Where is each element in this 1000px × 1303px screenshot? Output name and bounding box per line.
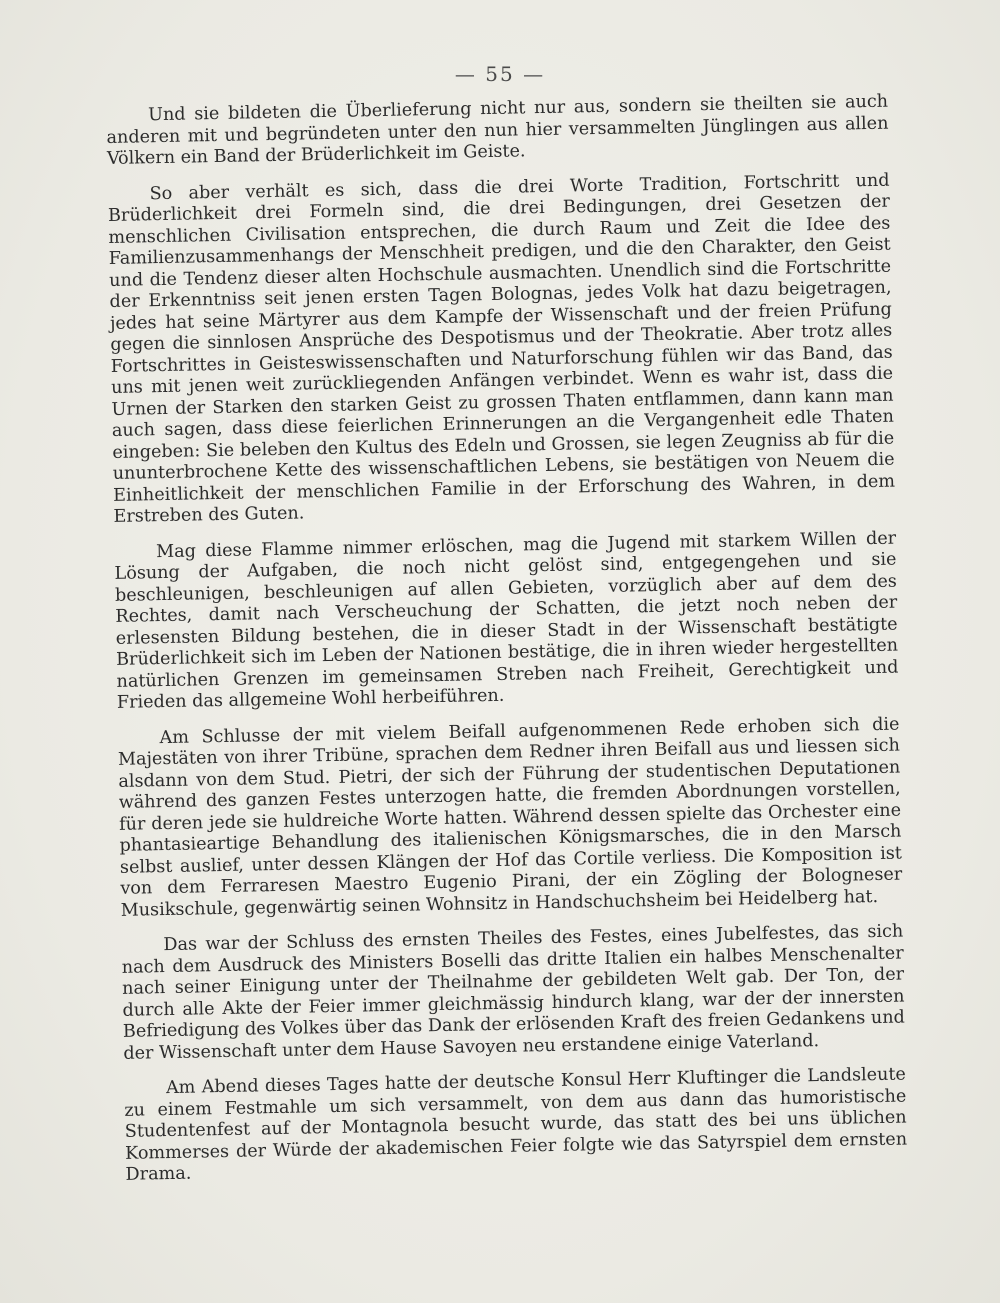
paragraph-4: Am Schlusse der mit vielem Beifall aufgenommenen Rede erhoben sich die Majestäten von ihrer Tribüne, sprachen dem Redner ihren Beifall aus und liessen sich alsdann von dem Stud. Pietri, der sich der Führung der studentischen Deputationen während des ganzen Festes unterzogen hatte, die fremden Abordnungen vorstellen, für deren jede sie huldreiche Worte hatten. Während dessen spielte das Orchester eine phantasieartige Behandlung des italienischen Königsmarsches, die in den Marsch selbst auslief, unter dessen Klängen der Hof das Cortile verliess. Die Komposition ist von dem Ferraresen Maestro Eugenio Pirani, der ein Zögling der Bologneser Musikschule, gegenwärtig seinen Wohnsitz in Handschuchsheim bei Heidelberg hat. <box>117 714 903 921</box>
paragraph-5: Das war der Schluss des ernsten Theiles des Festes, eines Jubelfestes, das sich nach dem Ausdruck des Ministers Boselli das dritte Italien ein halbes Menschenalter nach seiner Einigung unter der Theilnahme der gebildeten Welt gab. Der Ton, der durch alle Akte der Feier immer gleichmässig hindurch klang, war der der innersten Befriedigung des Volkes über das Dank der erlösenden Kraft des freien Gedankens und der Wissenschaft unter dem Hause Savoyen neu erstandene einige Vaterland. <box>121 921 906 1064</box>
paragraph-6: Am Abend dieses Tages hatte der deutsche Konsul Herr Kluftinger die Landsleute zu einem Festmahle um sich versammelt, von dem aus dann das humoristische Studentenfest auf der Montagnola besucht wurde, das statt des bei uns üblichen Kommerses der Würde der akademischen Feier folgte wie das Satyrspiel dem ernsten Drama. <box>124 1064 908 1185</box>
body-text <box>106 92 908 1201</box>
paragraph-2: So aber verhält es sich, dass die drei Worte Tradition, Fortschritt und Brüderlichkeit drei Formeln sind, die drei Bedingungen, drei Gesetzen der menschlichen Civilisation entsprechen, die durch Raum und Zeit die Idee des Familienzusammenhangs der Menschheit predigen, und die den Charakter, den Geist und die Tendenz dieser alten Hochschule ausmachten. Unendlich sind die Fortschritte der Erkenntniss seit jenen ersten Tagen Bolognas, jedes Volk hat dazu beigetragen, jedes hat seine Märtyrer aus dem Kampfe der Wissenschaft und der freien Prüfung gegen die sinnlosen Ansprüche des Despotismus und der Theokratie. Aber trotz alles Fortschrittes in Geisteswissenschaften und Naturforschung fühlen wir das Band, das uns mit jenen weit zurückliegenden Anfängen verbindet. Wenn es wahr ist, dass die Urnen der Starken den starken Geist zu grossen Thaten entflammen, dann kann man auch sagen, dass diese feierlichen Erinnerungen an die Vergangenheit edle Thaten eingeben: Sie beleben den Kultus des Edeln und Grossen, sie legen Zeugniss ab für die ununterbrochene Kette des wissenschaftlichen Lebens, sie bestätigen von Neuem die Einheitlichkeit der menschlichen Familie in der Erforschung des Wahren, in dem Erstreben des Guten. <box>107 170 896 527</box>
paragraph-1: Und sie bildeten die Überlieferung nicht nur aus, sondern sie theilten sie auch anderen mit und begründeten unter den nun hier versammelten Jünglingen aus allen Völkern ein Band der Brüderlichkeit im Geiste. <box>106 91 889 169</box>
paragraph-3: Mag diese Flamme nimmer erlöschen, mag die Jugend mit starkem Willen der Lösung der Aufgaben, die noch nicht gelöst sind, entgegengehen und sie beschleunigen, beschleunigen auf allen Gebieten, vorzüglich aber auf dem des Rechtes, damit nach Verscheuchung der Schatten, die jetzt noch neben der erlesensten Bildung bestehen, die in dieser Stadt in der Wissenschaft bestätigte Brüderlichkeit sich im Leben der Nationen bestätige, die in ihren wieder hergestellten natürlichen Grenzen im gemeinsamen Streben nach Freiheit, Gerechtigkeit und Frieden das allgemeine Wohl herbeiführen. <box>114 528 899 713</box>
page-number: — 55 — <box>454 62 546 86</box>
